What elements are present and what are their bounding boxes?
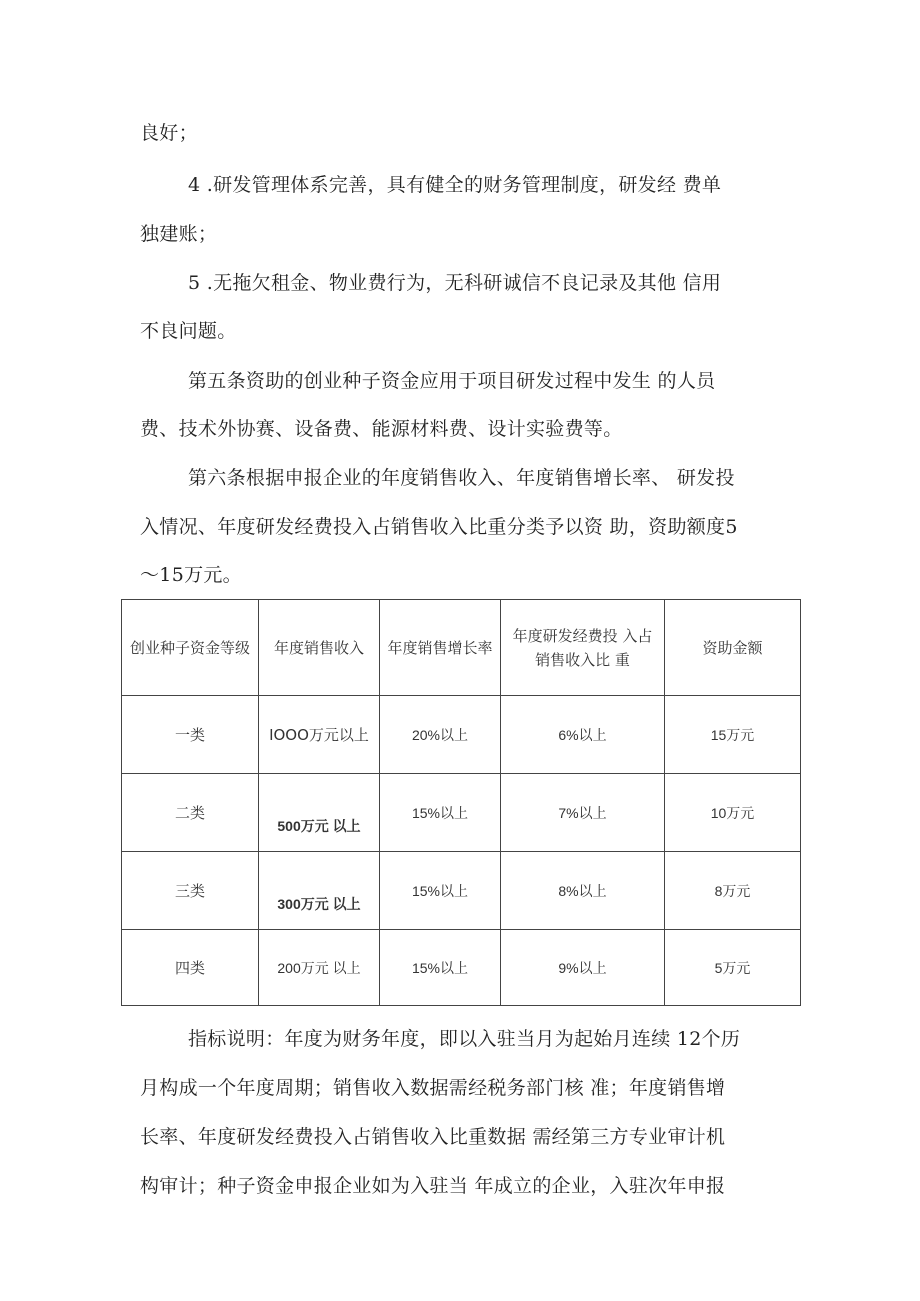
cell-rd-ratio: 9%以上 bbox=[501, 930, 665, 1006]
paragraph-line: 独建账； bbox=[140, 223, 218, 245]
cell-level: 三类 bbox=[122, 852, 259, 930]
header-rd-ratio: 年度研发经费投 入占销售收入比 重 bbox=[501, 600, 665, 696]
cell-level: 一类 bbox=[122, 696, 259, 774]
paragraph-line: ～15万元。 bbox=[140, 564, 242, 586]
cell-revenue: IOOO万元以上 bbox=[259, 696, 380, 774]
cell-amount: 15万元 bbox=[665, 696, 801, 774]
cell-amount: 10万元 bbox=[665, 774, 801, 852]
cell-rd-ratio: 6%以上 bbox=[501, 696, 665, 774]
cell-growth: 20%以上 bbox=[380, 696, 501, 774]
cell-amount: 5万元 bbox=[665, 930, 801, 1006]
cell-rd-ratio: 7%以上 bbox=[501, 774, 665, 852]
paragraph-line: 第六条根据申报企业的年度销售收入、年度销售增长率、 研发投 bbox=[188, 467, 735, 489]
cell-level: 四类 bbox=[122, 930, 259, 1006]
cell-revenue: 200万元 以上 bbox=[259, 930, 380, 1006]
header-level: 创业种子资金等级 bbox=[122, 600, 259, 696]
paragraph-line: 4 .研发管理体系完善，具有健全的财务管理制度，研发经 费单 bbox=[188, 174, 722, 196]
cell-amount: 8万元 bbox=[665, 852, 801, 930]
cell-level: 二类 bbox=[122, 774, 259, 852]
cell-revenue bbox=[259, 774, 380, 852]
paragraph-line: 入情况、年度研发经费投入占销售收入比重分类予以资 助，资助额度5 bbox=[140, 516, 738, 538]
paragraph-line: 长率、年度研发经费投入占销售收入比重数据 需经第三方专业审计机 bbox=[140, 1126, 726, 1148]
paragraph-line: 第五条资助的创业种子资金应用于项目研发过程中发生 的人员 bbox=[188, 370, 716, 392]
cell-growth: 15%以上 bbox=[380, 774, 501, 852]
table-row bbox=[122, 852, 801, 930]
paragraph-line: 构审计；种子资金申报企业如为入驻当 年成立的企业，入驻次年申报 bbox=[140, 1175, 726, 1197]
cell-revenue bbox=[259, 852, 380, 930]
header-growth: 年度销售增长率 bbox=[380, 600, 501, 696]
table-row bbox=[122, 696, 801, 774]
table-row bbox=[122, 774, 801, 852]
paragraph-line: 不良问题。 bbox=[140, 320, 237, 342]
paragraph-line: 指标说明：年度为财务年度，即以入驻当月为起始月连续 12个历 bbox=[188, 1028, 741, 1050]
cell-growth: 15%以上 bbox=[380, 930, 501, 1006]
header-revenue: 年度销售收入 bbox=[259, 600, 380, 696]
paragraph-line: 费、技术外协赛、设备费、能源材料费、设计实验费等。 bbox=[140, 418, 623, 440]
cell-rd-ratio: 8%以上 bbox=[501, 852, 665, 930]
table-row bbox=[122, 930, 801, 1006]
paragraph-line: 良好； bbox=[140, 122, 198, 144]
cell-revenue-text: 300万元 以上 bbox=[277, 895, 361, 912]
funding-grade-table bbox=[121, 599, 801, 1006]
paragraph-line: 5 .无拖欠租金、物业费行为，无科研诚信不良记录及其他 信用 bbox=[188, 272, 722, 294]
table-header-row bbox=[122, 600, 801, 696]
paragraph-line: 月构成一个年度周期；销售收入数据需经税务部门核 准；年度销售增 bbox=[140, 1077, 726, 1099]
cell-revenue-text: 500万元 以上 bbox=[277, 817, 361, 834]
header-amount: 资助金额 bbox=[665, 600, 801, 696]
cell-growth: 15%以上 bbox=[380, 852, 501, 930]
